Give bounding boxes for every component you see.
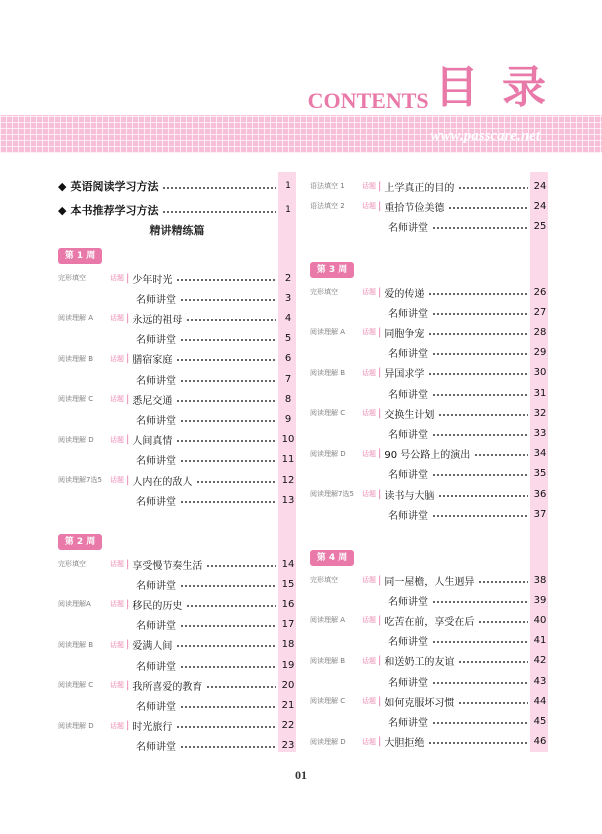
leader-dots [432, 394, 528, 396]
toc-entry[interactable] [58, 176, 296, 196]
toc-entry[interactable] [310, 216, 548, 236]
toc-entry[interactable] [58, 288, 296, 308]
toc-entry[interactable] [310, 196, 548, 216]
separator-bar: | [126, 353, 130, 365]
leader-dots [432, 353, 528, 355]
toc-category: 完形填空 [58, 274, 86, 282]
toc-title: 名师讲堂 [136, 742, 176, 754]
toc-title: 名师讲堂 [388, 349, 428, 361]
toc-page: 17 [281, 619, 295, 631]
leader-dots [432, 682, 528, 684]
toc-entry[interactable] [58, 554, 296, 574]
toc-title: 90 号公路上的演出 [384, 450, 471, 462]
toc-title: 移民的历史 [132, 600, 183, 612]
toc-entry[interactable] [58, 675, 296, 695]
leader-dots [432, 313, 528, 315]
toc-category: 阅读理解 A [58, 314, 94, 323]
toc-page: 22 [281, 720, 295, 732]
toc-entry[interactable] [310, 671, 548, 691]
toc-topic-tag: 话题 [362, 576, 376, 584]
separator-bar: | [126, 434, 130, 446]
toc-entry[interactable] [310, 423, 548, 443]
toc-title: 永远的祖母 [132, 314, 183, 326]
toc-page: 33 [533, 427, 547, 439]
toc-page: 4 [284, 312, 292, 324]
toc-page: 1 [285, 205, 291, 215]
toc-topic-tag: 话题 [110, 721, 124, 730]
leader-dots [428, 742, 528, 744]
toc-entry[interactable] [310, 631, 548, 651]
toc-page: 8 [284, 393, 292, 405]
leader-dots [176, 400, 276, 402]
leader-dots [432, 515, 528, 517]
separator-bar: | [378, 286, 382, 298]
leader-dots [180, 625, 276, 627]
toc-page: 26 [533, 286, 547, 298]
toc-entry[interactable] [58, 409, 296, 429]
toc-page: 45 [533, 715, 547, 727]
toc-title: 名师讲堂 [388, 677, 428, 689]
toc-category: 阅读理解 D [58, 435, 94, 444]
toc-category: 阅读理解7选5 [310, 490, 354, 498]
toc-category: 完形填空 [58, 560, 86, 568]
separator-bar: | [378, 736, 382, 748]
toc-entry[interactable] [58, 655, 296, 675]
toc-entry[interactable] [58, 716, 296, 736]
toc-entry[interactable] [58, 329, 296, 349]
leader-dots [186, 605, 276, 607]
toc-topic-tag: 话题 [110, 640, 124, 649]
leader-dots [474, 454, 528, 456]
separator-bar: | [378, 655, 382, 667]
toc-category: 阅读理解 D [310, 737, 346, 746]
leader-dots [180, 339, 276, 341]
toc-title: 交换生计划 [384, 409, 435, 421]
toc-category: 阅读理解 A [310, 328, 346, 337]
toc-title: 名师讲堂 [388, 596, 428, 608]
toc-title: 名师讲堂 [388, 308, 428, 320]
toc-entry[interactable] [310, 322, 548, 342]
separator-bar: | [126, 312, 130, 324]
leader-dots [432, 722, 528, 724]
toc-title: 如何克服坏习惯 [384, 697, 455, 709]
toc-entry[interactable] [310, 444, 548, 464]
toc-title: 名师讲堂 [136, 335, 176, 347]
toc-entry[interactable] [310, 691, 548, 711]
toc-title: 名师讲堂 [136, 456, 176, 468]
leader-dots [180, 380, 276, 382]
toc-page: 12 [281, 474, 295, 486]
page-number: 01 [295, 768, 307, 782]
toc-topic-tag: 话题 [110, 314, 124, 323]
toc-entry[interactable] [310, 282, 548, 302]
leader-dots [428, 293, 528, 295]
toc-entry[interactable] [58, 450, 296, 470]
toc-topic-tag: 话题 [362, 697, 376, 706]
toc-entry[interactable] [58, 430, 296, 450]
bullet-icon: ◆ [58, 179, 67, 193]
toc-entry[interactable] [58, 615, 296, 635]
toc-title: 享受慢节奏生活 [132, 560, 203, 572]
toc-title: 名师讲堂 [136, 496, 176, 508]
leader-dots [176, 279, 276, 281]
toc-category: 语法填空 2 [310, 202, 345, 211]
toc-entry[interactable] [310, 732, 548, 752]
section-title: 精讲精练篇 [149, 224, 205, 237]
toc-page: 25 [533, 220, 547, 232]
toc-page: 42 [533, 655, 547, 667]
leader-dots [206, 686, 276, 688]
contents-header [308, 62, 550, 114]
leader-dots [206, 565, 276, 567]
toc-page: 28 [533, 326, 547, 338]
bullet-icon: ◆ [58, 203, 67, 217]
toc-page: 19 [281, 659, 295, 671]
toc-title: 名师讲堂 [136, 701, 176, 713]
leader-dots [180, 420, 276, 422]
toc-page: 44 [533, 695, 547, 707]
toc-topic-tag: 话题 [362, 449, 376, 458]
toc-page: 35 [533, 468, 547, 480]
toc-entry[interactable] [58, 369, 296, 389]
leader-dots [428, 373, 528, 375]
toc-entry[interactable] [58, 200, 296, 220]
mulu-word: 目 录 [434, 62, 550, 113]
toc-title: 吃苦在前，享受在后 [384, 616, 475, 628]
toc-category: 完形填空 [310, 288, 338, 296]
toc-page: 37 [533, 508, 547, 520]
toc-topic-tag: 话题 [110, 600, 124, 609]
toc-category: 阅读理解7选5 [58, 476, 102, 484]
toc-page: 34 [533, 448, 547, 460]
toc-page: 29 [533, 347, 547, 359]
toc-entry[interactable] [310, 610, 548, 630]
toc-title: 同胞争宠 [384, 328, 425, 340]
separator-bar: | [126, 679, 130, 691]
toc-page: 5 [284, 333, 292, 345]
toc-title: 名师讲堂 [136, 580, 176, 592]
toc-title: 名师讲堂 [388, 389, 428, 401]
toc-page: 1 [285, 181, 291, 191]
toc-page: 46 [533, 736, 547, 748]
toc-entry[interactable] [58, 635, 296, 655]
leader-dots [432, 601, 528, 603]
week-4-label: 第 4 周 [310, 550, 354, 566]
toc-title: 爱满人间 [132, 641, 173, 653]
leader-dots [176, 440, 276, 442]
toc-entry[interactable] [58, 308, 296, 328]
toc-page: 11 [281, 454, 295, 466]
leader-dots [428, 333, 528, 335]
toc-title: 爱的传递 [384, 288, 425, 300]
toc-page: 41 [533, 635, 547, 647]
toc-category: 阅读理解 B [310, 656, 346, 665]
toc-title: 名师讲堂 [136, 294, 176, 306]
toc-page: 30 [533, 367, 547, 379]
leader-dots [180, 746, 276, 748]
toc-title: 人内在的敌人 [132, 476, 193, 488]
toc-page: 40 [533, 614, 547, 626]
leader-dots [180, 501, 276, 503]
leader-dots [448, 207, 528, 209]
leader-dots [176, 359, 276, 361]
toc-page: 16 [281, 598, 295, 610]
toc-topic-tag: 话题 [362, 182, 376, 190]
toc-entry[interactable] [310, 711, 548, 731]
toc-topic-tag: 话题 [110, 476, 124, 484]
toc-entry[interactable] [310, 302, 548, 322]
toc-entry[interactable] [58, 349, 296, 369]
leader-dots [458, 661, 528, 663]
toc-entry[interactable] [310, 504, 548, 524]
toc-title: 名师讲堂 [388, 470, 428, 482]
toc-category: 阅读理解A [58, 600, 91, 609]
toc-title: 名师讲堂 [388, 222, 428, 234]
separator-bar: | [378, 180, 382, 192]
leader-dots [196, 481, 276, 483]
separator-bar: | [378, 614, 382, 626]
toc-entry[interactable] [310, 464, 548, 484]
toc-category: 阅读理解 C [310, 409, 346, 418]
toc-page: 14 [281, 558, 295, 570]
separator-bar: | [126, 720, 130, 732]
toc-topic-tag: 话题 [110, 274, 124, 282]
week-2-label: 第 2 周 [58, 534, 102, 550]
toc-title: 少年时光 [132, 274, 173, 286]
website-url: www.passcare.net [430, 128, 540, 144]
week-1-label: 第 1 周 [58, 248, 102, 264]
toc-category: 阅读理解 B [58, 354, 94, 363]
leader-dots [478, 581, 528, 583]
toc-topic-tag: 话题 [110, 435, 124, 444]
separator-bar: | [126, 272, 130, 284]
toc-page: 18 [281, 639, 295, 651]
toc-topic-tag: 话题 [362, 737, 376, 746]
toc-page: 38 [533, 574, 547, 586]
separator-bar: | [126, 393, 130, 405]
toc-entry[interactable] [58, 268, 296, 288]
toc-page: 31 [533, 387, 547, 399]
toc-page: 20 [281, 679, 295, 691]
leader-dots [438, 495, 528, 497]
toc-topic-tag: 话题 [362, 288, 376, 296]
toc-title: 大胆拒绝 [384, 738, 425, 750]
toc-category: 阅读理解 B [310, 368, 346, 377]
toc-entry[interactable] [310, 363, 548, 383]
toc-title: 时光旅行 [132, 722, 173, 734]
separator-bar: | [378, 407, 382, 419]
toc-entry[interactable] [310, 176, 548, 196]
toc-entry[interactable] [58, 470, 296, 490]
toc-entry[interactable] [58, 490, 296, 510]
toc-title: 和送奶工的友谊 [384, 657, 455, 669]
week-3-label: 第 3 周 [310, 262, 354, 278]
leader-dots [432, 641, 528, 643]
toc-topic-tag: 话题 [362, 328, 376, 337]
toc-entry[interactable] [310, 651, 548, 671]
toc-title: 英语阅读学习方法 [70, 180, 159, 193]
toc-entry[interactable] [310, 590, 548, 610]
toc-category: 阅读理解 D [310, 449, 346, 458]
leader-dots [478, 621, 528, 623]
toc-topic-tag: 话题 [110, 354, 124, 363]
leader-dots [438, 414, 528, 416]
toc-page: 24 [533, 200, 547, 212]
toc-topic-tag: 话题 [362, 368, 376, 377]
toc-title: 人间真情 [132, 436, 173, 448]
separator-bar: | [378, 367, 382, 379]
toc-page: 39 [533, 594, 547, 606]
leader-dots [180, 666, 276, 668]
toc-entry[interactable] [58, 389, 296, 409]
separator-bar: | [378, 326, 382, 338]
toc-entry[interactable] [310, 383, 548, 403]
toc-entry[interactable] [58, 574, 296, 594]
toc-page: 23 [281, 740, 295, 752]
leader-dots [162, 211, 276, 213]
toc-title: 重拾节俭美德 [384, 202, 445, 214]
toc-title: 名师讲堂 [388, 429, 428, 441]
toc-title: 本书推荐学习方法 [70, 204, 159, 217]
toc-title: 悉尼交通 [132, 395, 173, 407]
toc-page: 32 [533, 407, 547, 419]
leader-dots [458, 187, 528, 189]
toc-topic-tag: 话题 [362, 409, 376, 418]
toc-page: 15 [281, 578, 295, 590]
leader-dots [180, 585, 276, 587]
leader-dots [458, 702, 528, 704]
toc-title: 名师讲堂 [136, 661, 176, 673]
toc-entry[interactable] [310, 484, 548, 504]
leader-dots [432, 434, 528, 436]
separator-bar: | [378, 448, 382, 460]
separator-bar: | [378, 488, 382, 500]
toc-category: 阅读理解 B [58, 640, 94, 649]
toc-category: 阅读理解 C [310, 697, 346, 706]
toc-topic-tag: 话题 [362, 656, 376, 665]
toc-page: 36 [533, 488, 547, 500]
toc-title: 名师讲堂 [136, 375, 176, 387]
toc-page: 10 [281, 434, 295, 446]
toc-topic-tag: 话题 [362, 616, 376, 625]
separator-bar: | [126, 558, 130, 570]
toc-entry[interactable] [310, 403, 548, 423]
toc-page: 7 [284, 373, 292, 385]
leader-dots [180, 706, 276, 708]
toc-topic-tag: 话题 [110, 681, 124, 690]
toc-entry[interactable] [310, 343, 548, 363]
toc-category: 阅读理解 D [58, 721, 94, 730]
toc-title: 名师讲堂 [388, 510, 428, 522]
toc-title: 上学真正的目的 [384, 182, 455, 194]
toc-page: 6 [284, 353, 292, 365]
toc-title: 名师讲堂 [136, 415, 176, 427]
toc-page: 21 [281, 699, 295, 711]
separator-bar: | [126, 639, 130, 651]
toc-title: 名师讲堂 [136, 621, 176, 633]
toc-entry[interactable] [58, 695, 296, 715]
toc-category: 阅读理解 A [310, 616, 346, 625]
separator-bar: | [126, 474, 130, 486]
leader-dots [180, 299, 276, 301]
toc-page: 9 [284, 413, 292, 425]
toc-category: 语法填空 1 [310, 182, 345, 190]
toc-category: 完形填空 [310, 576, 338, 584]
toc-topic-tag: 话题 [110, 560, 124, 568]
toc-topic-tag: 话题 [362, 490, 376, 498]
toc-title: 异国求学 [384, 369, 425, 381]
toc-title: 读书与大脑 [384, 490, 435, 502]
toc-page: 13 [281, 494, 295, 506]
toc-title: 名师讲堂 [388, 637, 428, 649]
contents-word: CONTENTS [307, 88, 429, 113]
toc-page: 24 [533, 180, 547, 192]
toc-title: 膳宿家庭 [132, 355, 173, 367]
toc-category: 阅读理解 C [58, 395, 94, 404]
leader-dots [432, 227, 528, 229]
toc-topic-tag: 话题 [110, 395, 124, 404]
separator-bar: | [378, 695, 382, 707]
toc-topic-tag: 话题 [362, 202, 376, 211]
leader-dots [162, 187, 276, 189]
toc-title: 名师讲堂 [388, 717, 428, 729]
toc-page: 27 [533, 306, 547, 318]
toc-page: 2 [284, 272, 292, 284]
leader-dots [176, 645, 276, 647]
toc-entry[interactable] [310, 570, 548, 590]
toc-entry[interactable] [58, 736, 296, 756]
toc-category: 阅读理解 C [58, 681, 94, 690]
toc-title: 我所喜爱的教育 [132, 681, 203, 693]
leader-dots [186, 319, 276, 321]
toc-page: 3 [284, 292, 292, 304]
toc-page: 43 [533, 675, 547, 687]
toc-title: 同一屋檐，人生迥异 [384, 576, 475, 588]
separator-bar: | [126, 598, 130, 610]
separator-bar: | [378, 574, 382, 586]
separator-bar: | [378, 200, 382, 212]
leader-dots [176, 726, 276, 728]
toc-entry[interactable] [58, 594, 296, 614]
leader-dots [432, 474, 528, 476]
leader-dots [180, 460, 276, 462]
